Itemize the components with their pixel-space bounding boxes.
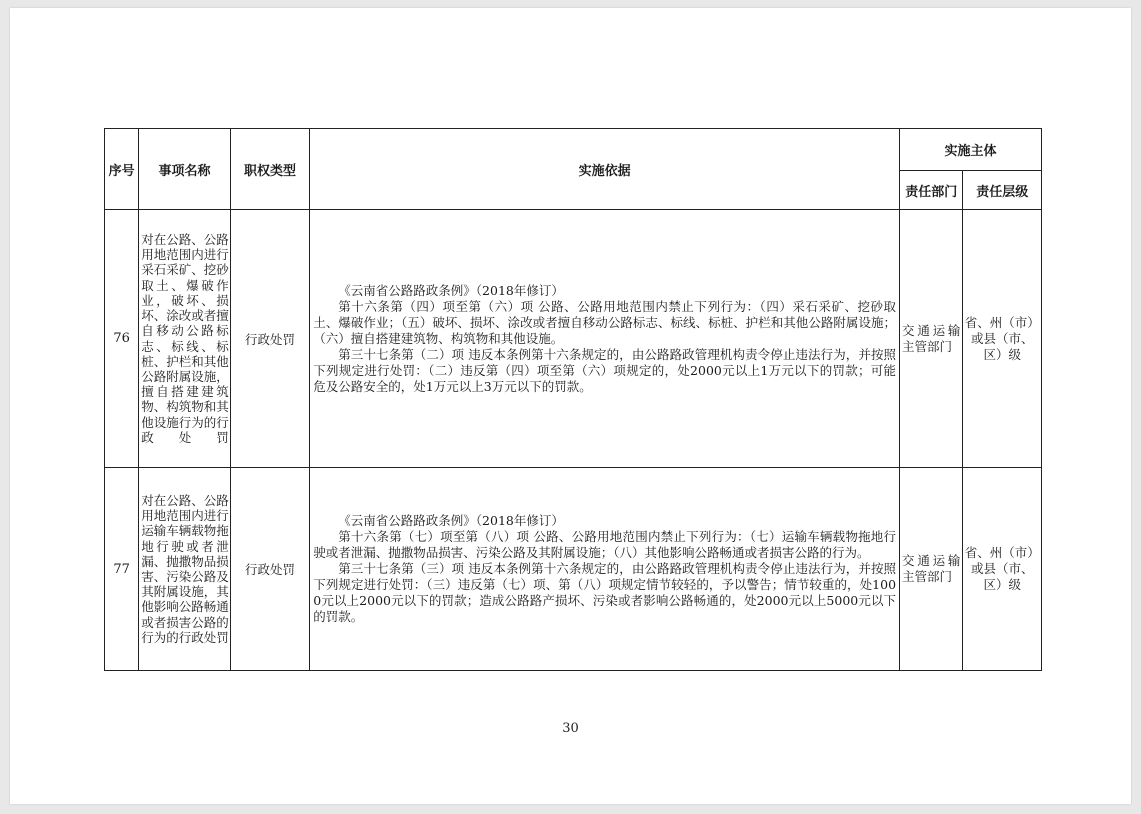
row-type: 行政处罚 [230, 468, 310, 671]
row-level: 省、州（市）或县（市、区）级 [963, 210, 1042, 468]
header-level: 责任层级 [963, 171, 1042, 210]
header-seq: 序号 [105, 129, 139, 210]
row-basis [310, 210, 900, 468]
row-seq: 76 [105, 210, 139, 468]
header-subject: 实施主体 [900, 129, 1042, 171]
row-type: 行政处罚 [230, 210, 310, 468]
page-number: 30 [562, 721, 579, 736]
row-name-text: 对在公路、公路用地范围内进行运输车辆载物拖地行驶或者泄漏、抛撒物品损害、污染公路及其附属设施，其他影响公路畅通或者损害公路的行为的行政处罚 [141, 492, 229, 645]
authority-table [104, 128, 1042, 671]
basis-penalty: 第三十七条第（二）项 违反本条例第十六条规定的，由公路路政管理机构责令停止违法行为，并按照下列规定进行处罚：（二）违反第（四）项至第（六）项规定的，处2000元以上1万元以下的罚款；可能危及公路安全的，处1万元以上3万元以下的罚款。 [313, 346, 897, 394]
basis-article: 第十六条第（七）项至第（八）项 公路、公路用地范围内禁止下列行为：（七）运输车辆载物拖地行驶或者泄漏、抛撒物品损害、污染公路及其附属设施；（八）其他影响公路畅通或者损害公路的行为。 [313, 529, 897, 560]
header-name: 事项名称 [139, 129, 231, 210]
basis-penalty: 第三十七条第（三）项 违反本条例第十六条规定的，由公路路政管理机构责令停止违法行为，并按照下列规定进行处罚：（三）违反第（七）项、第（八）项规定情节较轻的，予以警告；情节较重的，处1000元以上2000元以下的罚款；造成公路路产损坏、污染或者影响公路畅通的，处2000元以上5000元以下的罚款。 [313, 561, 897, 624]
basis-title: 《云南省公路路政条例》（2018年修订） [338, 513, 564, 528]
table-row [105, 468, 1042, 671]
row-dept: 交通运输主管部门 [900, 468, 963, 671]
table-header [105, 129, 1042, 210]
row-level: 省、州（市）或县（市、区）级 [963, 468, 1042, 671]
table-row [105, 210, 1042, 468]
row-name-text: 对在公路、公路用地范围内进行采石采矿、挖砂取土、爆破作业，破坏、损坏、涂改或者擅自移动公路标志、标线、标桩、护栏和其他公路附属设施，擅自搭建建筑物、构筑物和其他设施行为的行政处罚 [141, 232, 229, 445]
row-basis [310, 468, 900, 671]
row-dept: 交通运输主管部门 [900, 210, 963, 468]
basis-title: 《云南省公路路政条例》（2018年修订） [338, 282, 564, 298]
row-seq: 77 [105, 468, 139, 671]
header-basis: 实施依据 [310, 129, 900, 210]
basis-article: 第十六条第（四）项至第（六）项 公路、公路用地范围内禁止下列行为：（四）采石采矿、挖砂取土、爆破作业；（五）破坏、损坏、涂改或者擅自移动公路标志、标线、标桩、护栏和其他公路附属设施；（六）擅自搭建建筑物、构筑物和其他设施。 [313, 298, 897, 346]
header-dept: 责任部门 [900, 171, 963, 210]
row-name [139, 210, 231, 468]
row-name [139, 468, 231, 671]
document-page [10, 8, 1131, 804]
header-type: 职权类型 [230, 129, 310, 210]
